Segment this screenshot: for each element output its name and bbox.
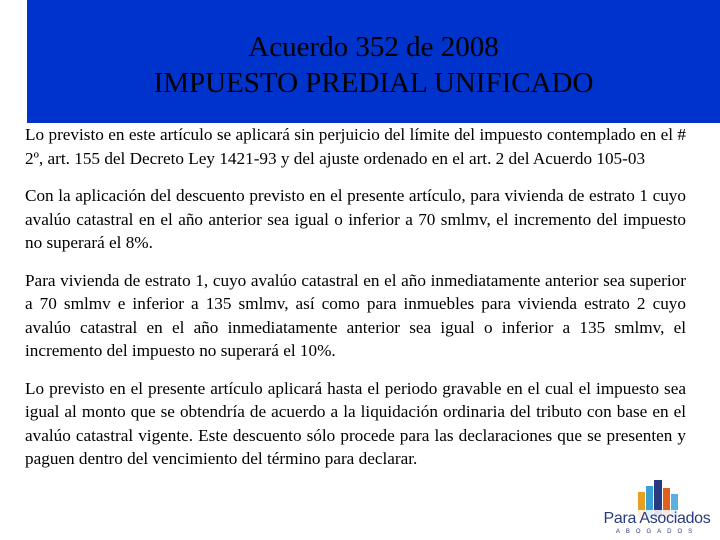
slide-title-line2: IMPUESTO PREDIAL UNIFICADO (153, 66, 594, 99)
paragraph-2: Con la aplicación del descuento previsto en el presente artículo, para vivienda de estrato 1 cuyo avalúo catastral en el año anterior sea igual o inferior a 70 smlmv, el incremento del impuesto no superará el 8%. (25, 186, 686, 252)
logo-subtitle: ABOGADOS (615, 529, 699, 535)
title-banner (27, 0, 720, 123)
slide-title-line1: Acuerdo 352 de 2008 (248, 30, 499, 63)
paragraph-4: Lo previsto en el presente artículo aplicará hasta el periodo gravable en el cual el impuesto sea igual al monto que se obtendría de acuerdo a la liquidación ordinaria del tributo con base en el avalúo catastral vigente. Este descuento sólo procede para las declaraciones que se presenten y paguen dentro del vencimiento del término para declarar. (25, 378, 686, 468)
para-asociados-logo (598, 478, 716, 538)
paragraph-1: Lo previsto en este artículo se aplicará sin perjuicio del límite del impuesto contemplado en el # 2º, art. 155 del Decreto Ley 1421-93 y del ajuste ordenado en el art. 2 del Acuerdo 105-03 (25, 125, 686, 168)
logo-label: Para Asociados (598, 510, 716, 528)
paragraph-3: Para vivienda de estrato 1, cuyo avalúo catastral en el año inmediatamente anterior sea superior a 70 smlmv e inferior a 135 smlmv, así como para inmuebles para vivienda estrato 2 cuyo avalúo catastral en el año inmediatamente anterior sea igual o inferior a 135 smlmv, el incremento del impuesto no superará el 10%. (25, 270, 686, 360)
slide-body (25, 123, 686, 485)
